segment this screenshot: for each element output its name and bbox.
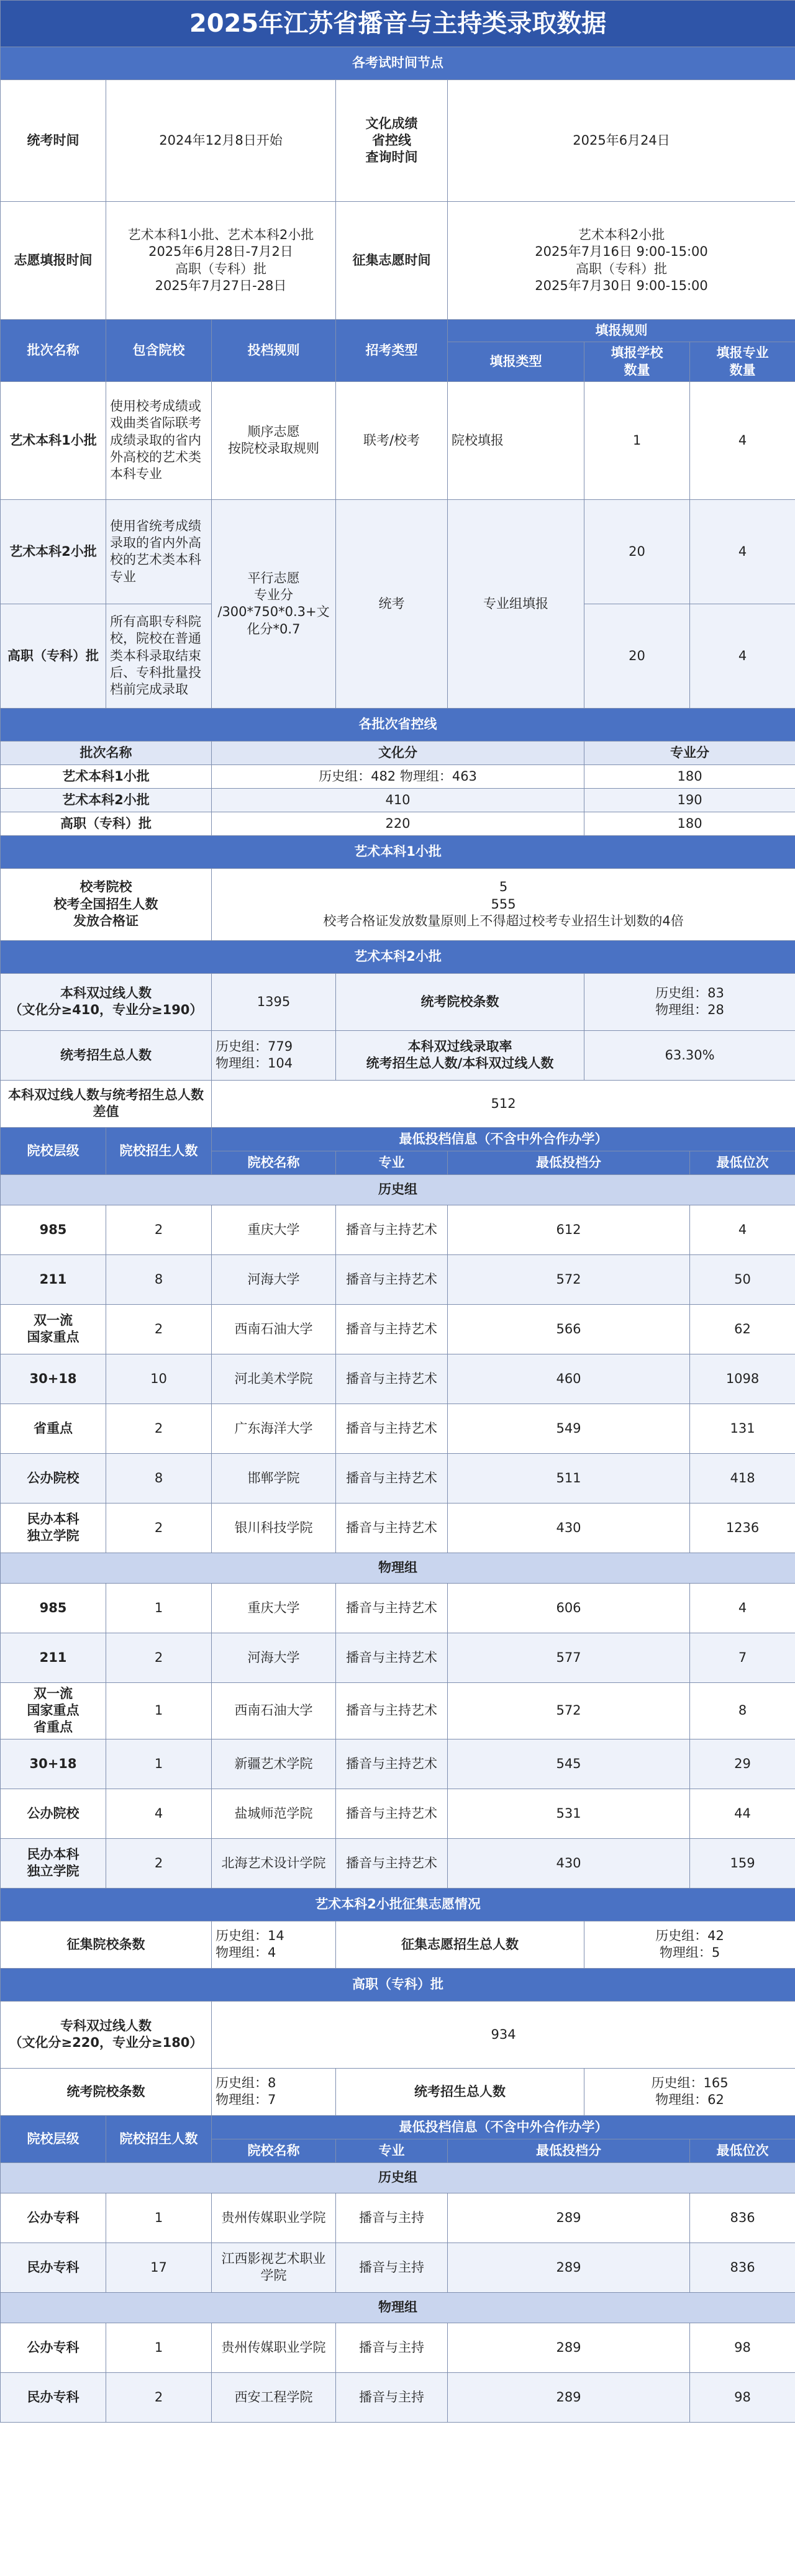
lowest-score: 572: [448, 1254, 690, 1304]
volunteer-value: 艺术本科1小批、艺术本科2小批 2025年6月28日-7月2日 高职（专科）批 2025年7月27日-28日: [106, 202, 336, 320]
school-name: 河海大学: [212, 1254, 336, 1304]
enroll-plan: 1: [106, 1583, 212, 1633]
col-fill-rules: 填报规则: [448, 320, 795, 342]
control-col-batch: 批次名称: [1, 741, 212, 764]
table-row: [1, 2243, 795, 2292]
table-row: [1, 2372, 795, 2422]
lowest-score: 566: [448, 1304, 690, 1354]
batch2-col-score: 最低投档分: [448, 1151, 690, 1174]
school-level: 公办院校: [1, 1453, 106, 1503]
control-row-major: 180: [584, 764, 795, 788]
batch2-double-line-value: 1395: [212, 973, 336, 1030]
voc-physics-rows: [1, 2323, 795, 2422]
col-school-count: 填报学校 数量: [584, 342, 690, 382]
voc-history-group: 历史组: [1, 2162, 795, 2193]
batch2-diff-label: 本科双过线人数与统考招生总人数 差值: [1, 1080, 212, 1127]
table-row: [1, 1583, 795, 1633]
school-level: 985: [1, 1583, 106, 1633]
school-name: 江西影视艺术职业学院: [212, 2243, 336, 2292]
voc-school-count-value: 历史组：8 物理组：7: [212, 2068, 336, 2115]
lowest-rank: 418: [690, 1453, 795, 1503]
school-level: 985: [1, 1205, 106, 1254]
school-name: 邯郸学院: [212, 1453, 336, 1503]
voc-enroll-total-label: 统考招生总人数: [336, 2068, 584, 2115]
voc-col-lowest-info: 最低投档信息（不含中外合作办学）: [212, 2115, 795, 2139]
lowest-score: 531: [448, 1789, 690, 1838]
control-row-culture: 220: [212, 812, 584, 835]
unified-exam-label: 统考时间: [1, 80, 106, 202]
school-name: 西安工程学院: [212, 2372, 336, 2422]
lowest-score: 289: [448, 2193, 690, 2243]
batch-row-colleges: 所有高职专科院校，院校在普通类本科录取结束后、专科批量投档前完成录取: [106, 604, 212, 708]
voc-double-line-label: 专科双过线人数 （文化分≥220，专业分≥180）: [1, 2001, 212, 2068]
table-row: [1, 2193, 795, 2243]
school-level: 双一流 国家重点: [1, 1304, 106, 1354]
major-name: 播音与主持艺术: [336, 1838, 448, 1888]
lowest-score: 460: [448, 1354, 690, 1404]
batch2-col-plan: 院校招生人数: [106, 1127, 212, 1174]
major-name: 播音与主持: [336, 2323, 448, 2372]
school-name: 重庆大学: [212, 1205, 336, 1254]
section-vocational: 高职（专科）批: [1, 1968, 795, 2001]
lowest-rank: 4: [690, 1583, 795, 1633]
major-name: 播音与主持艺术: [336, 1304, 448, 1354]
enroll-plan: 2: [106, 1304, 212, 1354]
batch-row-colleges: 使用校考成绩或戏曲类省际联考成绩录取的省内外高校的艺术类本科专业: [106, 381, 212, 499]
school-name: 西南石油大学: [212, 1304, 336, 1354]
school-name: 新疆艺术学院: [212, 1739, 336, 1789]
lowest-rank: 50: [690, 1254, 795, 1304]
voc-col-rank: 最低位次: [690, 2139, 795, 2162]
batch2-physics-group: 物理组: [1, 1553, 795, 1583]
batch2-diff-value: 512: [212, 1080, 795, 1127]
batch-shared-type: 统考: [336, 499, 448, 708]
solicit-value: 艺术本科2小批 2025年7月16日 9:00-15:00 高职（专科）批 2025年7月30日 9:00-15:00: [448, 202, 795, 320]
table-row: [1, 1789, 795, 1838]
school-level: 双一流 国家重点 省重点: [1, 1682, 106, 1739]
major-name: 播音与主持艺术: [336, 1633, 448, 1682]
enroll-plan: 17: [106, 2243, 212, 2292]
enroll-plan: 2: [106, 1503, 212, 1553]
school-level: 211: [1, 1633, 106, 1682]
col-fill-type: 填报类型: [448, 342, 584, 382]
lowest-rank: 8: [690, 1682, 795, 1739]
batch-row-major-count: 4: [690, 604, 795, 708]
major-name: 播音与主持艺术: [336, 1503, 448, 1553]
lowest-score: 289: [448, 2243, 690, 2292]
control-row-name: 艺术本科2小批: [1, 788, 212, 812]
batch-row-name: 艺术本科2小批: [1, 499, 106, 604]
enroll-plan: 2: [106, 2372, 212, 2422]
school-name: 银川科技学院: [212, 1503, 336, 1553]
lowest-score: 511: [448, 1453, 690, 1503]
voc-col-score: 最低投档分: [448, 2139, 690, 2162]
major-name: 播音与主持艺术: [336, 1254, 448, 1304]
table-row: [1, 1739, 795, 1789]
lowest-score: 430: [448, 1838, 690, 1888]
batch2-col-school: 院校名称: [212, 1151, 336, 1174]
lowest-rank: 98: [690, 2372, 795, 2422]
section-batch2: 艺术本科2小批: [1, 940, 795, 973]
school-level: 30+18: [1, 1354, 106, 1404]
batch-row-fill-type: 院校填报: [448, 381, 584, 499]
school-name: 广东海洋大学: [212, 1404, 336, 1453]
solicit-enroll-label: 征集志愿招生总人数: [336, 1921, 584, 1968]
batch2-col-level: 院校层级: [1, 1127, 106, 1174]
school-name: 贵州传媒职业学院: [212, 2193, 336, 2243]
batch-shared-rules: 平行志愿 专业分 /300*750*0.3+文化分*0.7: [212, 499, 336, 708]
table-row: [1, 1838, 795, 1888]
table-row: [1, 1304, 795, 1354]
section-solicit: 艺术本科2小批征集志愿情况: [1, 1888, 795, 1921]
batch-row-rules: 顺序志愿 按院校录取规则: [212, 381, 336, 499]
enroll-plan: 2: [106, 1838, 212, 1888]
batch2-history-group: 历史组: [1, 1174, 795, 1205]
solicit-enroll-value: 历史组：42 物理组：5: [584, 1921, 795, 1968]
col-rules: 投档规则: [212, 320, 336, 382]
table-row: [1, 1354, 795, 1404]
lowest-score: 545: [448, 1739, 690, 1789]
lowest-rank: 29: [690, 1739, 795, 1789]
major-name: 播音与主持艺术: [336, 1205, 448, 1254]
school-name: 贵州传媒职业学院: [212, 2323, 336, 2372]
school-level: 民办本科 独立学院: [1, 1838, 106, 1888]
lowest-rank: 131: [690, 1404, 795, 1453]
lowest-rank: 7: [690, 1633, 795, 1682]
batch2-ratio-label: 本科双过线录取率 统考招生总人数/本科双过线人数: [336, 1030, 584, 1080]
school-level: 公办院校: [1, 1789, 106, 1838]
voc-col-school: 院校名称: [212, 2139, 336, 2162]
school-name: 北海艺术设计学院: [212, 1838, 336, 1888]
major-name: 播音与主持艺术: [336, 1789, 448, 1838]
enroll-plan: 10: [106, 1354, 212, 1404]
col-type: 招考类型: [336, 320, 448, 382]
col-colleges: 包含院校: [106, 320, 212, 382]
lowest-score: 549: [448, 1404, 690, 1453]
control-row-major: 180: [584, 812, 795, 835]
batch-row-major-count: 4: [690, 381, 795, 499]
voc-col-major: 专业: [336, 2139, 448, 2162]
batch2-physics-rows: [1, 1583, 795, 1888]
lowest-rank: 836: [690, 2193, 795, 2243]
enroll-plan: 2: [106, 1205, 212, 1254]
batch-row-school-count: 1: [584, 381, 690, 499]
school-level: 211: [1, 1254, 106, 1304]
batch-row-school-count: 20: [584, 604, 690, 708]
enroll-plan: 2: [106, 1633, 212, 1682]
school-level: 民办专科: [1, 2372, 106, 2422]
col-batch-name: 批次名称: [1, 320, 106, 382]
batch-row-type: 联考/校考: [336, 381, 448, 499]
enroll-plan: 1: [106, 2323, 212, 2372]
major-name: 播音与主持: [336, 2243, 448, 2292]
section-exam-nodes: 各考试时间节点: [1, 47, 795, 80]
lowest-rank: 98: [690, 2323, 795, 2372]
batch1-label: 校考院校 校考全国招生人数 发放合格证: [1, 868, 212, 940]
voc-history-rows: [1, 2193, 795, 2292]
batch-shared-fill-type: 专业组填报: [448, 499, 584, 708]
school-level: 民办本科 独立学院: [1, 1503, 106, 1553]
major-name: 播音与主持艺术: [336, 1404, 448, 1453]
batch2-school-count-label: 统考院校条数: [336, 973, 584, 1030]
solicit-school-value: 历史组：14 物理组：4: [212, 1921, 336, 1968]
lowest-score: 572: [448, 1682, 690, 1739]
table-row: [1, 1404, 795, 1453]
solicit-label: 征集志愿时间: [336, 202, 448, 320]
school-level: 民办专科: [1, 2243, 106, 2292]
page-title: 2025年江苏省播音与主持类录取数据: [1, 1, 795, 47]
batch2-enroll-total-label: 统考招生总人数: [1, 1030, 212, 1080]
voc-physics-group: 物理组: [1, 2292, 795, 2323]
lowest-rank: 159: [690, 1838, 795, 1888]
batch2-col-major: 专业: [336, 1151, 448, 1174]
batch2-school-count-value: 历史组：83 物理组：28: [584, 973, 795, 1030]
col-major-count: 填报专业 数量: [690, 342, 795, 382]
lowest-rank: 44: [690, 1789, 795, 1838]
solicit-school-label: 征集院校条数: [1, 1921, 212, 1968]
batch2-double-line-label: 本科双过线人数 （文化分≥410，专业分≥190）: [1, 973, 212, 1030]
control-row-culture: 历史组：482 物理组：463: [212, 764, 584, 788]
batch-row-school-count: 20: [584, 499, 690, 604]
lowest-score: 606: [448, 1583, 690, 1633]
school-level: 30+18: [1, 1739, 106, 1789]
lowest-rank: 1098: [690, 1354, 795, 1404]
batch-row-name: 艺术本科1小批: [1, 381, 106, 499]
major-name: 播音与主持: [336, 2372, 448, 2422]
lowest-score: 612: [448, 1205, 690, 1254]
major-name: 播音与主持: [336, 2193, 448, 2243]
table-row: [1, 1633, 795, 1682]
section-batch1: 艺术本科1小批: [1, 835, 795, 868]
table-row: [1, 1682, 795, 1739]
voc-col-plan: 院校招生人数: [106, 2115, 212, 2162]
batch2-history-rows: [1, 1205, 795, 1553]
school-name: 河海大学: [212, 1633, 336, 1682]
control-row-culture: 410: [212, 788, 584, 812]
batch2-col-lowest-info: 最低投档信息（不含中外合作办学）: [212, 1127, 795, 1151]
enroll-plan: 1: [106, 1682, 212, 1739]
school-level: 公办专科: [1, 2323, 106, 2372]
volunteer-label: 志愿填报时间: [1, 202, 106, 320]
major-name: 播音与主持艺术: [336, 1453, 448, 1503]
batch2-ratio-value: 63.30%: [584, 1030, 795, 1080]
enroll-plan: 8: [106, 1254, 212, 1304]
school-name: 西南石油大学: [212, 1682, 336, 1739]
lowest-rank: 4: [690, 1205, 795, 1254]
control-col-culture: 文化分: [212, 741, 584, 764]
unified-exam-value: 2024年12月8日开始: [106, 80, 336, 202]
lowest-rank: 836: [690, 2243, 795, 2292]
table-row: [1, 1254, 795, 1304]
enroll-plan: 1: [106, 2193, 212, 2243]
school-name: 河北美术学院: [212, 1354, 336, 1404]
section-control-lines: 各批次省控线: [1, 708, 795, 741]
voc-double-line-value: 934: [212, 2001, 795, 2068]
major-name: 播音与主持艺术: [336, 1583, 448, 1633]
table-row: [1, 1503, 795, 1553]
lowest-rank: 62: [690, 1304, 795, 1354]
lowest-score: 289: [448, 2372, 690, 2422]
lowest-score: 289: [448, 2323, 690, 2372]
batch2-enroll-total-value: 历史组：779 物理组：104: [212, 1030, 336, 1080]
enroll-plan: 8: [106, 1453, 212, 1503]
school-name: 重庆大学: [212, 1583, 336, 1633]
batch-row-major-count: 4: [690, 499, 795, 604]
voc-col-level: 院校层级: [1, 2115, 106, 2162]
control-row-name: 艺术本科1小批: [1, 764, 212, 788]
control-row-major: 190: [584, 788, 795, 812]
batch-row-name: 高职（专科）批: [1, 604, 106, 708]
table-row: [1, 1205, 795, 1254]
batch1-value: 5 555 校考合格证发放数量原则上不得超过校考专业招生计划数的4倍: [212, 868, 795, 940]
school-level: 省重点: [1, 1404, 106, 1453]
lowest-score: 430: [448, 1503, 690, 1553]
major-name: 播音与主持艺术: [336, 1682, 448, 1739]
score-query-value: 2025年6月24日: [448, 80, 795, 202]
lowest-score: 577: [448, 1633, 690, 1682]
voc-school-count-label: 统考院校条数: [1, 2068, 212, 2115]
enroll-plan: 4: [106, 1789, 212, 1838]
control-col-major: 专业分: [584, 741, 795, 764]
batch2-col-rank: 最低位次: [690, 1151, 795, 1174]
school-name: 盐城师范学院: [212, 1789, 336, 1838]
table-row: [1, 1453, 795, 1503]
major-name: 播音与主持艺术: [336, 1739, 448, 1789]
school-level: 公办专科: [1, 2193, 106, 2243]
enroll-plan: 1: [106, 1739, 212, 1789]
batch-row-colleges: 使用省统考成绩录取的省内外高校的艺术类本科专业: [106, 499, 212, 604]
table-row: [1, 2323, 795, 2372]
control-row-name: 高职（专科）批: [1, 812, 212, 835]
major-name: 播音与主持艺术: [336, 1354, 448, 1404]
lowest-rank: 1236: [690, 1503, 795, 1553]
enroll-plan: 2: [106, 1404, 212, 1453]
voc-enroll-total-value: 历史组：165 物理组：62: [584, 2068, 795, 2115]
score-query-label: 文化成绩 省控线 查询时间: [336, 80, 448, 202]
